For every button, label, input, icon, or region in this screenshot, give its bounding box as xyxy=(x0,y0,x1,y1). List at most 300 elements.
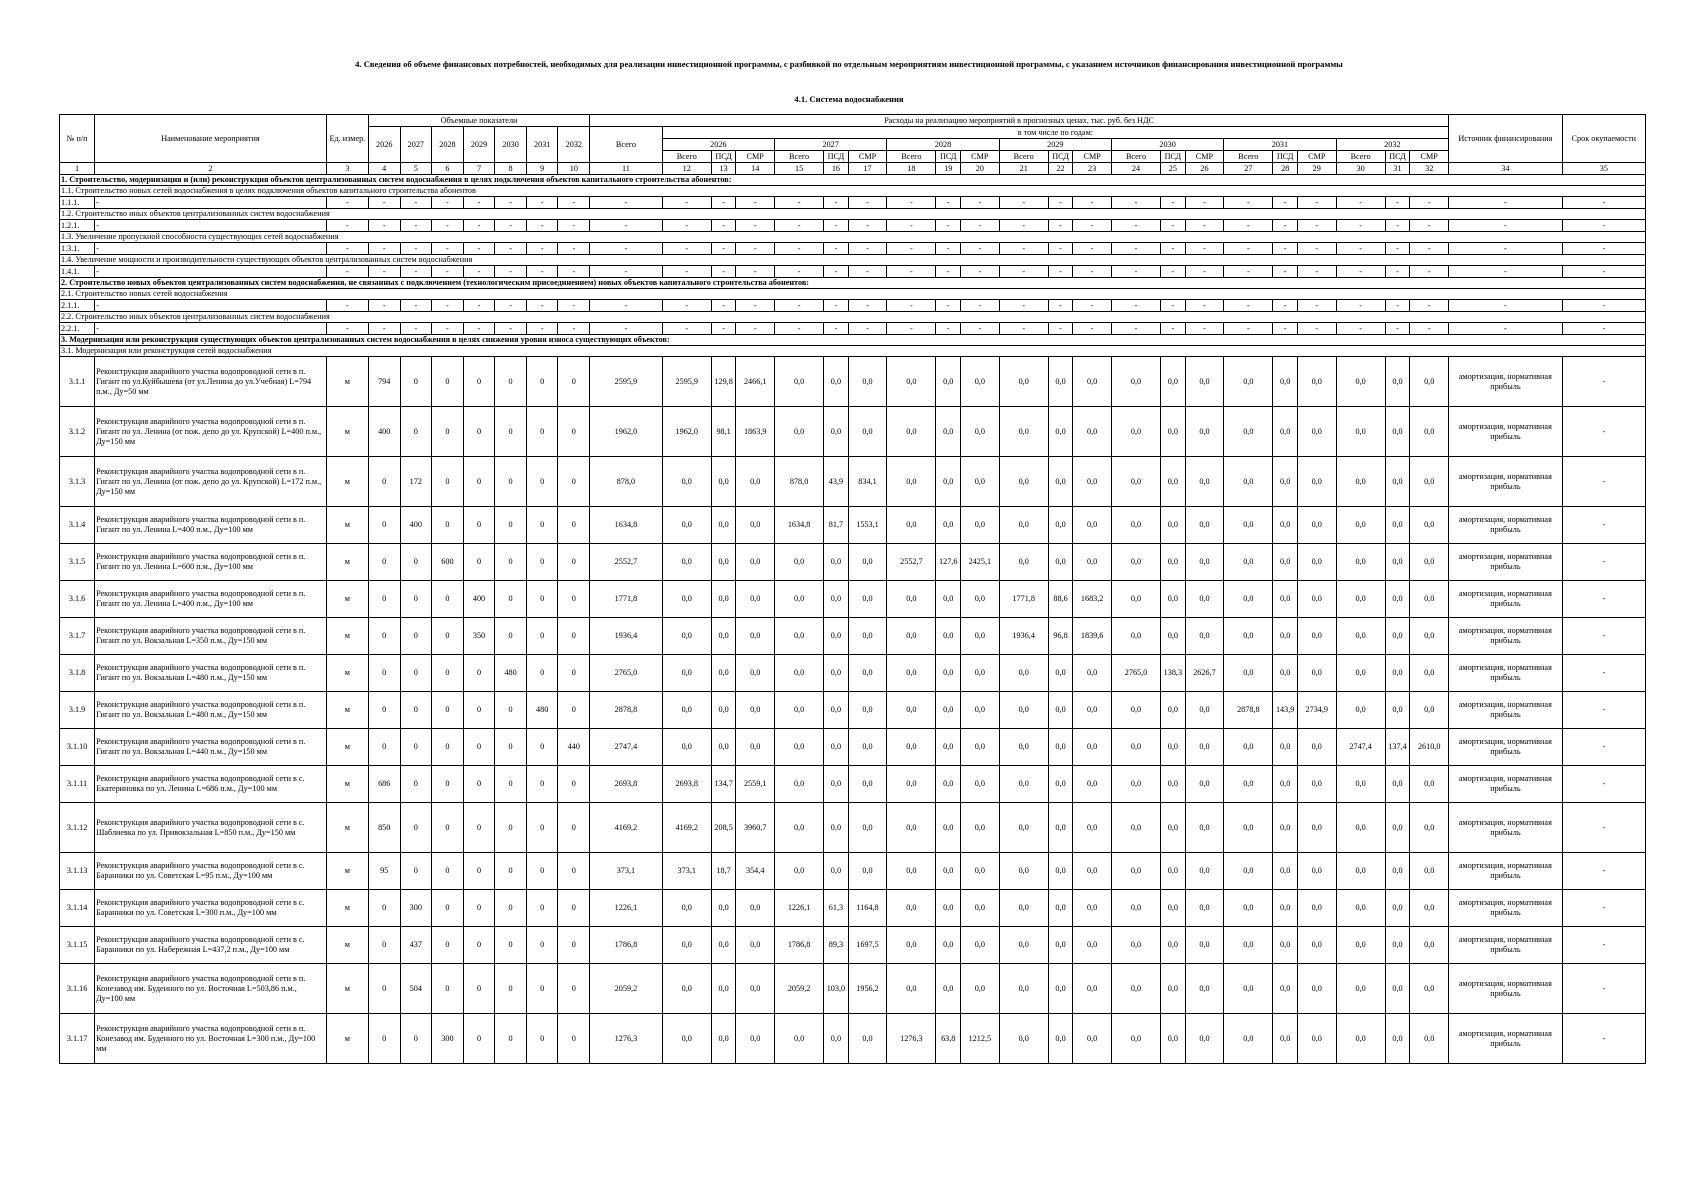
volume-value: 0 xyxy=(368,655,400,692)
year-psd: 0,0 xyxy=(824,692,849,729)
empty-cell: - xyxy=(1073,243,1112,255)
volume-value: 600 xyxy=(432,544,464,581)
empty-cell: - xyxy=(526,300,558,312)
year-total: 0,0 xyxy=(775,1014,824,1064)
volume-value: 0 xyxy=(495,457,527,507)
year-psd: 0,0 xyxy=(1048,964,1073,1014)
empty-cell: - xyxy=(400,220,432,232)
volume-value: 0 xyxy=(526,853,558,890)
year-smr: 0,0 xyxy=(961,507,1000,544)
empty-cell: - xyxy=(1185,266,1224,278)
year-total: 0,0 xyxy=(1336,927,1385,964)
empty-cell: - xyxy=(999,323,1048,335)
year-smr: 0,0 xyxy=(1410,927,1449,964)
payback-period: - xyxy=(1562,581,1645,618)
year-psd: 0,0 xyxy=(824,729,849,766)
volume-value: 0 xyxy=(400,803,432,853)
year-psd: 0,0 xyxy=(936,655,961,692)
section-3: 3. Модернизация или реконструкция существующих объектов централизованных систем водоснабжения в целях снижения уровня износа существующих объектов: xyxy=(60,335,1646,346)
empty-cell: - xyxy=(1410,300,1449,312)
empty-cell: - xyxy=(824,220,849,232)
empty-cell: - xyxy=(1185,243,1224,255)
empty-cell: - xyxy=(887,266,936,278)
empty-cell: - xyxy=(936,220,961,232)
total-value: 1634,8 xyxy=(590,507,663,544)
empty-cell: - xyxy=(526,266,558,278)
column-number-row xyxy=(60,163,1646,175)
header-vol-year: 2032 xyxy=(558,127,590,163)
empty-cell: - xyxy=(432,266,464,278)
header-sub-smr: СМР xyxy=(1410,151,1449,163)
year-smr: 0,0 xyxy=(961,618,1000,655)
year-total: 0,0 xyxy=(1336,766,1385,803)
year-total: 0,0 xyxy=(775,655,824,692)
year-total: 0,0 xyxy=(662,890,711,927)
empty-cell: - xyxy=(590,220,663,232)
total-value: 2747,4 xyxy=(590,729,663,766)
payback-period: - xyxy=(1562,457,1645,507)
volume-value: 0 xyxy=(400,357,432,407)
column-number: 35 xyxy=(1562,163,1645,175)
subsection-row xyxy=(60,209,1646,220)
year-smr: 1683,2 xyxy=(1073,581,1112,618)
volume-value: 504 xyxy=(400,964,432,1014)
column-number: 4 xyxy=(368,163,400,175)
subsection-row xyxy=(60,255,1646,266)
header-total: Всего xyxy=(590,127,663,163)
measure-name: Реконструкция аварийного участка водопроводной сети в п. Гигант по ул. Вокзальная L=350 п.м., Ду=150 мм xyxy=(95,618,327,655)
funding-source: амортизация, нормативная прибыль xyxy=(1449,618,1563,655)
year-psd: 0,0 xyxy=(1273,964,1298,1014)
year-smr: 2610,0 xyxy=(1410,729,1449,766)
empty-cell: - xyxy=(1562,243,1645,255)
header-exp-year: 2027 xyxy=(775,139,887,151)
year-psd: 0,0 xyxy=(711,618,736,655)
year-total: 0,0 xyxy=(999,890,1048,927)
volume-value: 0 xyxy=(558,357,590,407)
year-total: 0,0 xyxy=(1224,581,1273,618)
column-number: 34 xyxy=(1449,163,1563,175)
unit: м xyxy=(326,655,368,692)
measure-name: Реконструкция аварийного участка водопроводной сети в п. Гигант по ул. Вокзальная L=480 п.м., Ду=150 мм xyxy=(95,655,327,692)
empty-cell: - xyxy=(1562,266,1645,278)
year-total: 1276,3 xyxy=(887,1014,936,1064)
empty-cell: - xyxy=(775,323,824,335)
empty-cell: - xyxy=(736,266,775,278)
volume-value: 0 xyxy=(526,357,558,407)
year-psd: 0,0 xyxy=(936,766,961,803)
year-psd: 98,1 xyxy=(711,407,736,457)
volume-value: 0 xyxy=(368,927,400,964)
payback-period: - xyxy=(1562,357,1645,407)
empty-cell: - xyxy=(1449,266,1563,278)
volume-value: 0 xyxy=(558,544,590,581)
year-psd: 0,0 xyxy=(1048,853,1073,890)
volume-value: 0 xyxy=(495,853,527,890)
year-psd: 0,0 xyxy=(711,1014,736,1064)
year-total: 0,0 xyxy=(662,692,711,729)
year-total: 0,0 xyxy=(1224,618,1273,655)
empty-cell: - xyxy=(1073,220,1112,232)
empty-cell: - xyxy=(1410,197,1449,209)
column-number: 12 xyxy=(662,163,711,175)
table-row xyxy=(60,964,1646,1014)
funding-source: амортизация, нормативная прибыль xyxy=(1449,766,1563,803)
measure-name: Реконструкция аварийного участка водопроводной сети в п. Гигант по ул. Вокзальная L=440 п.м., Ду=150 мм xyxy=(95,729,327,766)
total-value: 1226,1 xyxy=(590,890,663,927)
volume-value: 0 xyxy=(495,407,527,457)
column-number: 25 xyxy=(1161,163,1186,175)
year-smr: 0,0 xyxy=(1073,1014,1112,1064)
year-total: 0,0 xyxy=(999,927,1048,964)
year-total: 0,0 xyxy=(1224,729,1273,766)
year-smr: 0,0 xyxy=(1185,507,1224,544)
empty-cell: - xyxy=(558,323,590,335)
year-total: 0,0 xyxy=(775,618,824,655)
year-smr: 0,0 xyxy=(1185,357,1224,407)
volume-value: 0 xyxy=(463,407,495,457)
year-total: 0,0 xyxy=(1224,927,1273,964)
volume-value: 0 xyxy=(495,927,527,964)
year-smr: 1553,1 xyxy=(848,507,887,544)
year-smr: 0,0 xyxy=(736,507,775,544)
empty-cell: - xyxy=(1048,243,1073,255)
empty-cell: - xyxy=(662,323,711,335)
year-psd: 0,0 xyxy=(1385,655,1410,692)
volume-value: 0 xyxy=(463,692,495,729)
year-total: 0,0 xyxy=(887,803,936,853)
year-smr: 0,0 xyxy=(848,357,887,407)
row-number: 3.1.16 xyxy=(60,964,95,1014)
year-total: 0,0 xyxy=(1111,1014,1160,1064)
year-psd: 0,0 xyxy=(1273,581,1298,618)
empty-cell: - xyxy=(1185,300,1224,312)
header-sub-total: Всего xyxy=(1224,151,1273,163)
column-number: 26 xyxy=(1185,163,1224,175)
table-row xyxy=(60,1014,1646,1064)
year-smr: 0,0 xyxy=(1410,1014,1449,1064)
column-number: 28 xyxy=(1273,163,1298,175)
empty-cell: - xyxy=(824,300,849,312)
year-psd: 0,0 xyxy=(1048,544,1073,581)
empty-cell: - xyxy=(1336,266,1385,278)
year-psd: 81,7 xyxy=(824,507,849,544)
volume-value: 0 xyxy=(526,581,558,618)
empty-cell: - xyxy=(1048,197,1073,209)
year-total: 4169,2 xyxy=(662,803,711,853)
funding-source: амортизация, нормативная прибыль xyxy=(1449,507,1563,544)
empty-cell: - xyxy=(961,266,1000,278)
year-psd: 0,0 xyxy=(824,618,849,655)
empty-cell: - xyxy=(999,197,1048,209)
empty-cell: - xyxy=(1111,323,1160,335)
year-smr: 0,0 xyxy=(1410,692,1449,729)
year-total: 0,0 xyxy=(999,544,1048,581)
header-sub-psd: ПСД xyxy=(936,151,961,163)
empty-cell: - xyxy=(736,323,775,335)
year-psd: 0,0 xyxy=(824,544,849,581)
empty-cell: - xyxy=(1385,323,1410,335)
year-total: 0,0 xyxy=(1111,407,1160,457)
unit: м xyxy=(326,964,368,1014)
empty-cell: - xyxy=(1385,266,1410,278)
financing-table xyxy=(59,114,1646,1064)
year-total: 0,0 xyxy=(1224,507,1273,544)
volume-value: 0 xyxy=(463,1014,495,1064)
year-smr: 0,0 xyxy=(1410,618,1449,655)
subsection-row xyxy=(60,289,1646,300)
year-smr: 0,0 xyxy=(1185,692,1224,729)
empty-cell: - xyxy=(1161,300,1186,312)
empty-cell: - xyxy=(887,323,936,335)
empty-cell: - xyxy=(400,243,432,255)
payback-period: - xyxy=(1562,766,1645,803)
volume-value: 0 xyxy=(463,890,495,927)
year-smr: 0,0 xyxy=(961,729,1000,766)
empty-cell: - xyxy=(736,220,775,232)
year-psd: 0,0 xyxy=(1385,407,1410,457)
column-number: 19 xyxy=(936,163,961,175)
year-total: 0,0 xyxy=(999,507,1048,544)
measure-name: Реконструкция аварийного участка водопроводной сети в п. Гигант по ул. Ленина (от пож. депо до ул. Крупской) L=400 п.м., Ду=150 мм xyxy=(95,407,327,457)
year-smr: 3960,7 xyxy=(736,803,775,853)
header-sub-psd: ПСД xyxy=(1048,151,1073,163)
payback-period: - xyxy=(1562,853,1645,890)
year-smr: 0,0 xyxy=(1297,357,1336,407)
year-smr: 0,0 xyxy=(1073,803,1112,853)
volume-value: 0 xyxy=(400,544,432,581)
volume-value: 0 xyxy=(526,507,558,544)
measure-name: Реконструкция аварийного участка водопроводной сети в п. Гигант по ул.Куйбышева (от ул.Ленина до ул.Учебная) L=794 п.м., Ду=50 мм xyxy=(95,357,327,407)
empty-row xyxy=(60,300,1646,312)
empty-cell: - xyxy=(1336,300,1385,312)
empty-cell: - xyxy=(1449,197,1563,209)
year-total: 0,0 xyxy=(662,544,711,581)
year-smr: 0,0 xyxy=(1073,457,1112,507)
year-psd: 0,0 xyxy=(936,692,961,729)
year-smr: 0,0 xyxy=(848,581,887,618)
year-psd: 0,0 xyxy=(824,853,849,890)
empty-cell: - xyxy=(558,243,590,255)
row-number: 3.1.11 xyxy=(60,766,95,803)
empty-cell: - xyxy=(662,266,711,278)
year-smr: 0,0 xyxy=(961,581,1000,618)
volume-value: 0 xyxy=(368,964,400,1014)
empty-cell: - xyxy=(1449,243,1563,255)
year-smr: 0,0 xyxy=(1410,457,1449,507)
row-number: 3.1.14 xyxy=(60,890,95,927)
empty-cell: - xyxy=(432,243,464,255)
year-psd: 43,9 xyxy=(824,457,849,507)
empty-cell: - xyxy=(887,243,936,255)
empty-cell: - xyxy=(463,300,495,312)
year-psd: 0,0 xyxy=(936,457,961,507)
column-number: 20 xyxy=(961,163,1000,175)
volume-value: 794 xyxy=(368,357,400,407)
empty-cell: - xyxy=(326,197,368,209)
year-smr: 0,0 xyxy=(848,655,887,692)
year-total: 0,0 xyxy=(1224,964,1273,1014)
year-psd: 0,0 xyxy=(1161,407,1186,457)
empty-cell: - xyxy=(662,197,711,209)
empty-cell: - xyxy=(824,243,849,255)
table-row xyxy=(60,729,1646,766)
header-vol-year: 2030 xyxy=(495,127,527,163)
year-psd: 63,8 xyxy=(936,1014,961,1064)
volume-value: 400 xyxy=(400,507,432,544)
empty-cell: - xyxy=(936,266,961,278)
volume-value: 0 xyxy=(463,655,495,692)
volume-value: 0 xyxy=(463,927,495,964)
year-psd: 0,0 xyxy=(1273,853,1298,890)
year-psd: 0,0 xyxy=(1161,618,1186,655)
year-psd: 0,0 xyxy=(1161,507,1186,544)
header-num: № п/п xyxy=(60,115,95,163)
year-total: 0,0 xyxy=(775,853,824,890)
empty-cell: - xyxy=(1161,323,1186,335)
measure-name: Реконструкция аварийного участка водопроводной сети в п. Гигант по ул. Ленина L=400 п.м., Ду=100 мм xyxy=(95,507,327,544)
volume-value: 0 xyxy=(368,1014,400,1064)
empty-cell: - xyxy=(1336,323,1385,335)
year-smr: 834,1 xyxy=(848,457,887,507)
empty-cell: - xyxy=(1410,243,1449,255)
total-value: 1962,0 xyxy=(590,407,663,457)
volume-value: 0 xyxy=(432,507,464,544)
year-psd: 0,0 xyxy=(711,692,736,729)
volume-value: 0 xyxy=(495,507,527,544)
empty-cell: - xyxy=(662,300,711,312)
year-total: 0,0 xyxy=(1336,655,1385,692)
row-number: 3.1.17 xyxy=(60,1014,95,1064)
volume-value: 0 xyxy=(495,618,527,655)
year-smr: 0,0 xyxy=(1185,581,1224,618)
year-smr: 0,0 xyxy=(1073,927,1112,964)
empty-cell: - xyxy=(400,197,432,209)
year-total: 0,0 xyxy=(1111,544,1160,581)
empty-cell: - xyxy=(590,300,663,312)
measure-name: Реконструкция аварийного участка водопроводной сети в с. Шаблиевка по ул. Привокзальная L=850 п.м., Ду=150 мм xyxy=(95,803,327,853)
year-total: 0,0 xyxy=(775,581,824,618)
column-number: 29 xyxy=(1297,163,1336,175)
funding-source: амортизация, нормативная прибыль xyxy=(1449,655,1563,692)
empty-cell: - xyxy=(1562,300,1645,312)
column-number: 9 xyxy=(526,163,558,175)
total-value: 2878,8 xyxy=(590,692,663,729)
volume-value: 0 xyxy=(400,1014,432,1064)
year-psd: 0,0 xyxy=(711,581,736,618)
year-smr: 0,0 xyxy=(1410,964,1449,1014)
empty-cell: - xyxy=(775,243,824,255)
unit: м xyxy=(326,618,368,655)
year-total: 0,0 xyxy=(887,407,936,457)
header-sub-psd: ПСД xyxy=(1161,151,1186,163)
year-psd: 0,0 xyxy=(1385,1014,1410,1064)
table-row xyxy=(60,357,1646,407)
year-total: 0,0 xyxy=(662,581,711,618)
unit: м xyxy=(326,507,368,544)
row-number: 1.3.1. xyxy=(60,243,95,255)
volume-value: 350 xyxy=(463,618,495,655)
header-unit: Ед. измер. xyxy=(326,115,368,163)
year-psd: 0,0 xyxy=(1161,692,1186,729)
volume-value: 0 xyxy=(495,729,527,766)
year-psd: 0,0 xyxy=(1161,581,1186,618)
volume-value: 0 xyxy=(526,927,558,964)
empty-cell: - xyxy=(590,197,663,209)
measure-name: Реконструкция аварийного участка водопроводной сети в с. Баранники по ул. Набережная L=437,2 п.м., Ду=100 мм xyxy=(95,927,327,964)
year-psd: 0,0 xyxy=(711,964,736,1014)
year-total: 0,0 xyxy=(1111,853,1160,890)
volume-value: 0 xyxy=(526,766,558,803)
volume-value: 0 xyxy=(368,729,400,766)
payback-period: - xyxy=(1562,890,1645,927)
year-smr: 0,0 xyxy=(1297,507,1336,544)
empty-cell: - xyxy=(848,220,887,232)
unit: м xyxy=(326,853,368,890)
empty-cell: - xyxy=(1273,197,1298,209)
year-smr: 0,0 xyxy=(736,655,775,692)
header-sub-total: Всего xyxy=(999,151,1048,163)
volume-value: 0 xyxy=(432,655,464,692)
empty-cell: - xyxy=(936,300,961,312)
year-total: 1634,8 xyxy=(775,507,824,544)
year-smr: 0,0 xyxy=(961,766,1000,803)
year-psd: 88,6 xyxy=(1048,581,1073,618)
year-smr: 0,0 xyxy=(1185,766,1224,803)
empty-cell: - xyxy=(711,243,736,255)
volume-value: 300 xyxy=(432,1014,464,1064)
row-number: 1.1.1. xyxy=(60,197,95,209)
empty-cell: - xyxy=(936,197,961,209)
year-smr: 0,0 xyxy=(961,692,1000,729)
column-number: 27 xyxy=(1224,163,1273,175)
year-total: 0,0 xyxy=(662,729,711,766)
column-number: 1 xyxy=(60,163,95,175)
empty-cell: - xyxy=(1161,243,1186,255)
empty-cell: - xyxy=(463,197,495,209)
year-total: 0,0 xyxy=(775,407,824,457)
header-sub-total: Всего xyxy=(662,151,711,163)
empty-cell: - xyxy=(526,243,558,255)
empty-cell: - xyxy=(368,243,400,255)
payback-period: - xyxy=(1562,618,1645,655)
year-total: 0,0 xyxy=(1336,692,1385,729)
year-psd: 0,0 xyxy=(1273,357,1298,407)
measure-name: Реконструкция аварийного участка водопроводной сети в с. Баранники по ул. Советская L=95 п.м., Ду=100 мм xyxy=(95,853,327,890)
empty-cell: - xyxy=(1273,300,1298,312)
empty-cell: - xyxy=(1385,300,1410,312)
year-psd: 0,0 xyxy=(1385,853,1410,890)
year-smr: 0,0 xyxy=(961,927,1000,964)
year-psd: 0,0 xyxy=(1048,655,1073,692)
empty-cell: - xyxy=(432,300,464,312)
empty-cell: - xyxy=(1073,266,1112,278)
year-smr: 0,0 xyxy=(1297,544,1336,581)
empty-cell: - xyxy=(1185,197,1224,209)
empty-cell: - xyxy=(1336,220,1385,232)
year-psd: 0,0 xyxy=(1161,766,1186,803)
page-title: 4. Сведения об объеме финансовых потребностей, необходимых для реализации инвестиционной программы, с разбивкой по отдельным мероприятиям инвестиционной программы, с указанием источников финансирования инвестиционной программы xyxy=(355,59,1343,69)
volume-value: 0 xyxy=(558,1014,590,1064)
year-psd: 0,0 xyxy=(1048,1014,1073,1064)
empty-cell: - xyxy=(1562,197,1645,209)
year-smr: 0,0 xyxy=(1073,407,1112,457)
volume-value: 0 xyxy=(432,407,464,457)
year-smr: 0,0 xyxy=(848,1014,887,1064)
year-total: 0,0 xyxy=(662,927,711,964)
total-value: 878,0 xyxy=(590,457,663,507)
column-number: 31 xyxy=(1385,163,1410,175)
